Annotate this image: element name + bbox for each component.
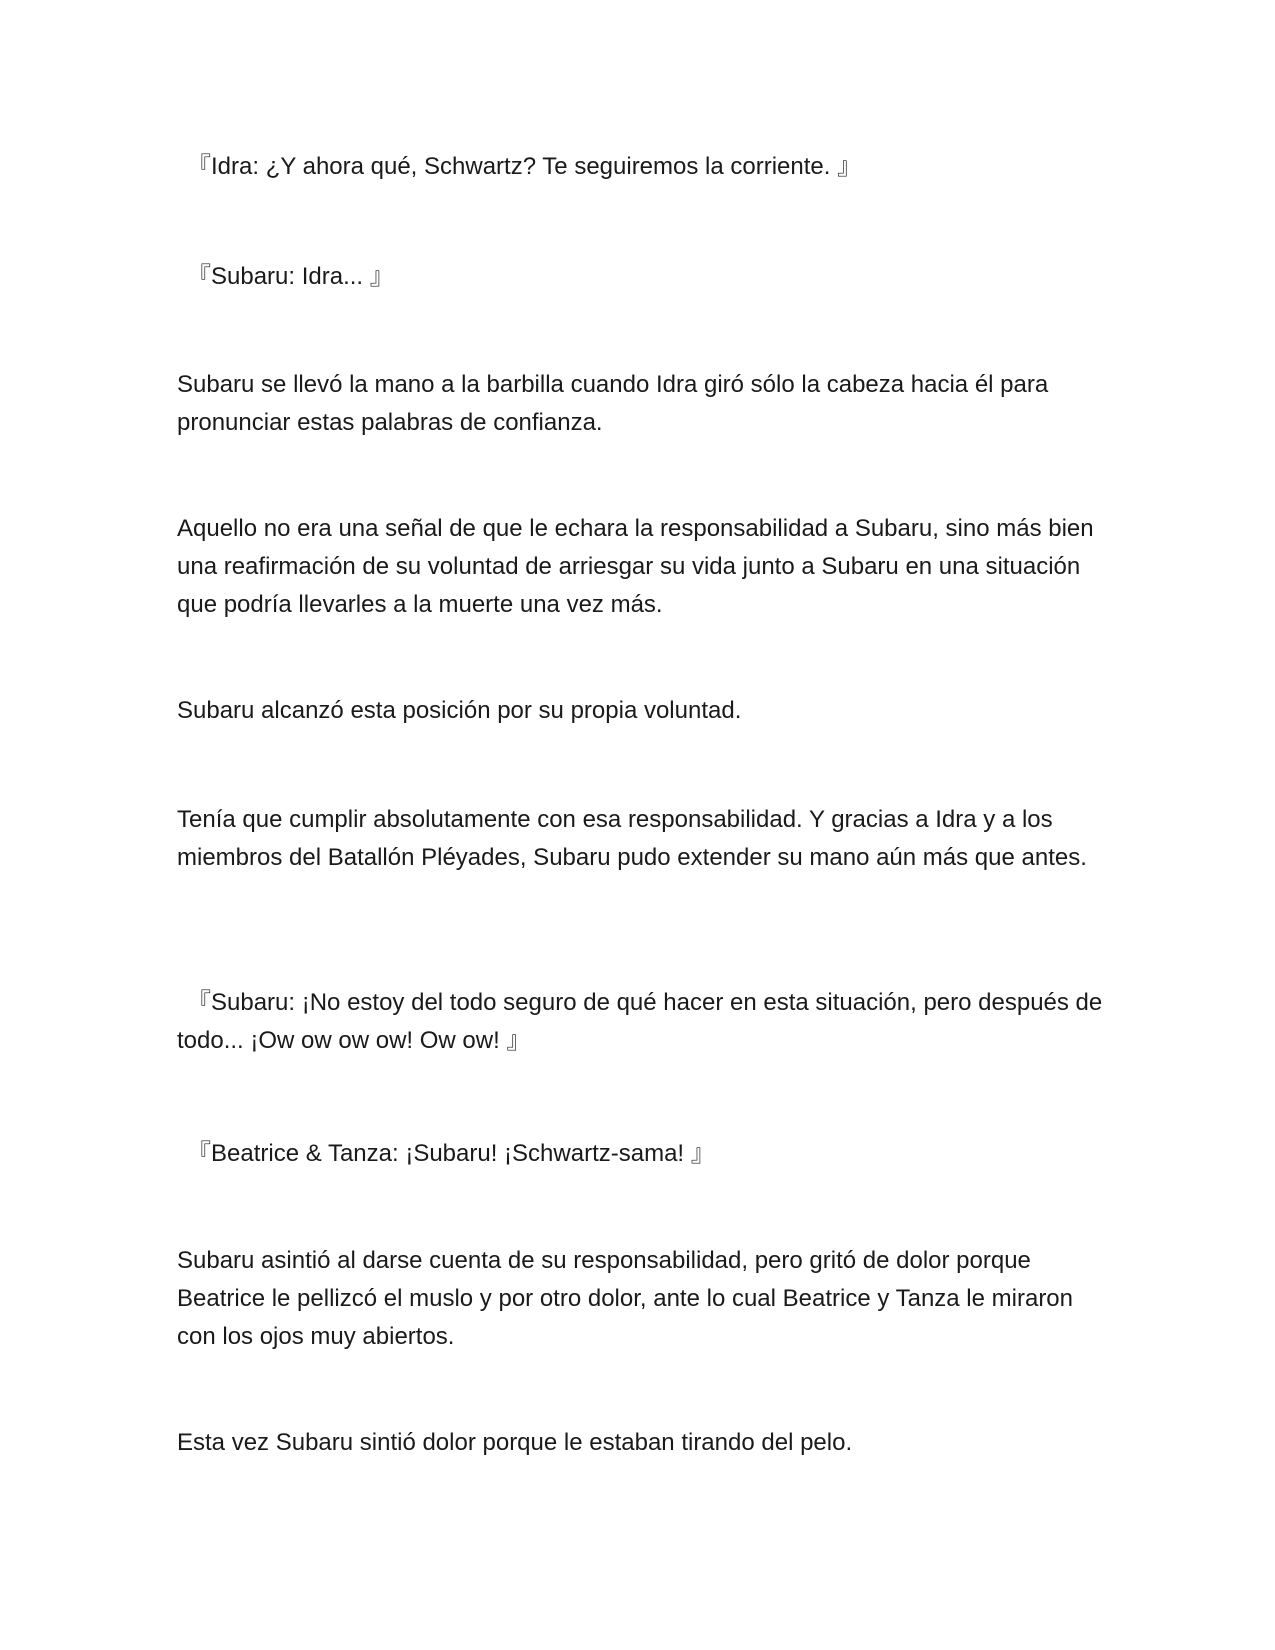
- dialogue-beatrice-tanza: 『Beatrice & Tanza: ¡Subaru! ¡Schwartz-sama! 』: [187, 1140, 715, 1167]
- paragraph-position: Subaru alcanzó esta posición por su propia voluntad.: [177, 697, 742, 724]
- paragraph-hair: Esta vez Subaru sintió dolor porque le estaban tirando del pelo.: [177, 1429, 853, 1456]
- paragraph-pain: Subaru asintió al darse cuenta de su responsabilidad, pero gritó de dolor porque Beatrice le pellizcó el muslo y por otro dolor, ante lo cual Beatrice y Tanza le miraron con los ojos muy abiertos.: [177, 1247, 1074, 1350]
- dialogue-subaru-idra: 『Subaru: Idra... 』: [187, 263, 394, 290]
- paragraph-subaru-chin: Subaru se llevó la mano a la barbilla cuando Idra giró sólo la cabeza hacia él para pronunciar estas palabras de confianza.: [177, 371, 1049, 436]
- paragraph-responsibility: Aquello no era una señal de que le echara la responsabilidad a Subaru, sino más bien una reafirmación de su voluntad de arriesgar su vida junto a Subaru en una situación que podría llevarles a la muerte una vez más.: [177, 515, 1094, 618]
- dialogue-subaru-ow: 『Subaru: ¡No estoy del todo seguro de qué hacer en esta situación, pero después de todo... ¡Ow ow ow ow! Ow ow! 』: [177, 989, 1103, 1054]
- paragraph-fulfill: Tenía que cumplir absolutamente con esa responsabilidad. Y gracias a Idra y a los miembros del Batallón Pléyades, Subaru pudo extender su mano aún más que antes.: [177, 806, 1087, 871]
- dialogue-idra: 『Idra: ¿Y ahora qué, Schwartz? Te seguiremos la corriente. 』: [187, 153, 862, 180]
